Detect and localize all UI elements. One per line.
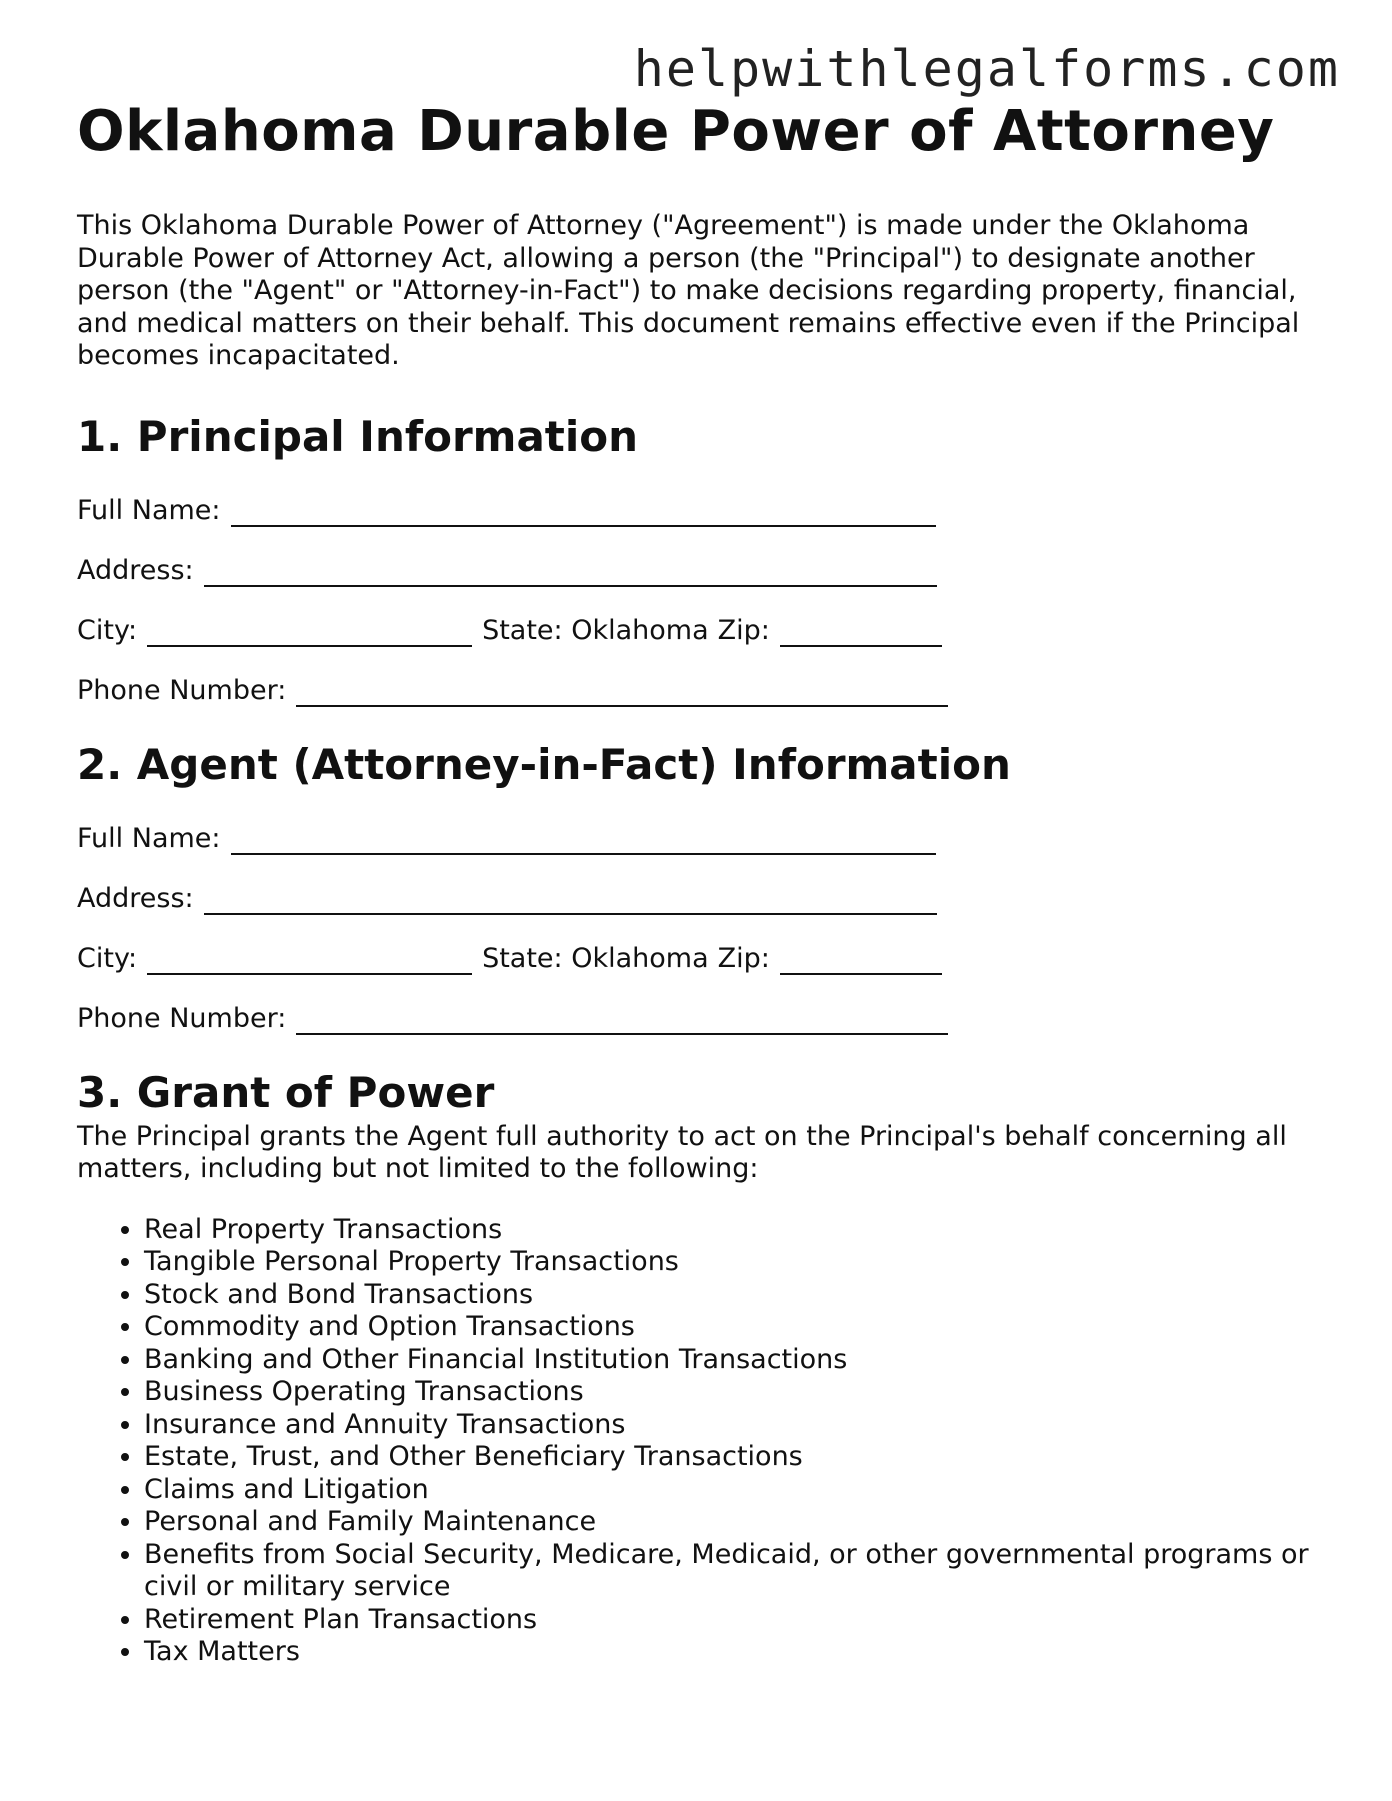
principal-full-name-row xyxy=(77,495,1327,527)
agent-zip-field[interactable] xyxy=(780,947,942,975)
principal-section-heading: 1. Principal Information xyxy=(77,411,639,461)
principal-zip-label: Zip: xyxy=(717,614,770,646)
list-item: • Retirement Plan Transactions xyxy=(144,1604,1327,1637)
agent-phone-row xyxy=(77,1003,1327,1035)
list-item: • Personal and Family Maintenance xyxy=(144,1506,1327,1539)
agent-phone-label: Phone Number: xyxy=(77,1002,287,1034)
principal-phone-field[interactable] xyxy=(296,679,948,707)
agent-fields xyxy=(77,823,1327,1035)
agent-address-row xyxy=(77,883,1327,915)
document-page xyxy=(77,94,1327,1669)
list-item: • Banking and Other Financial Institution Transactions xyxy=(144,1344,1327,1377)
site-watermark: helpwithlegalforms.com xyxy=(633,40,1340,98)
list-item: • Real Property Transactions xyxy=(144,1214,1327,1247)
agent-address-label: Address: xyxy=(77,882,194,914)
agent-city-field[interactable] xyxy=(147,947,472,975)
principal-city-label: City: xyxy=(77,614,138,646)
document-title: Oklahoma Durable Power of Attorney xyxy=(77,99,1275,164)
agent-city-row xyxy=(77,943,1327,975)
principal-phone-row xyxy=(77,675,1327,707)
list-item: • Business Operating Transactions xyxy=(144,1376,1327,1409)
principal-full-name-field[interactable] xyxy=(231,499,936,527)
principal-fields xyxy=(77,495,1327,707)
agent-address-field[interactable] xyxy=(204,887,937,915)
agent-phone-field[interactable] xyxy=(296,1007,948,1035)
list-item: • Insurance and Annuity Transactions xyxy=(144,1409,1327,1442)
grant-section-heading: 3. Grant of Power xyxy=(77,1067,495,1117)
agent-state-label: State: Oklahoma xyxy=(482,942,709,974)
grant-paragraph: The Principal grants the Agent full authority to act on the Principal's behalf concerning all matters, including but not limited to the following: xyxy=(77,1120,1287,1184)
principal-phone-label: Phone Number: xyxy=(77,674,287,706)
list-item: • Estate, Trust, and Other Beneficiary Transactions xyxy=(144,1441,1327,1474)
list-item: • Tax Matters xyxy=(144,1636,1327,1669)
principal-address-field[interactable] xyxy=(204,559,937,587)
agent-full-name-label: Full Name: xyxy=(77,822,221,854)
list-item: • Claims and Litigation xyxy=(144,1474,1327,1507)
agent-section-heading: 2. Agent (Attorney-in-Fact) Information xyxy=(77,739,1011,789)
list-item: • Tangible Personal Property Transactions xyxy=(144,1246,1327,1279)
principal-city-field[interactable] xyxy=(147,619,472,647)
principal-state-label: State: Oklahoma xyxy=(482,614,709,646)
powers-list xyxy=(77,1214,1327,1669)
principal-full-name-label: Full Name: xyxy=(77,494,221,526)
principal-zip-field[interactable] xyxy=(780,619,942,647)
agent-city-label: City: xyxy=(77,942,138,974)
principal-address-label: Address: xyxy=(77,554,194,586)
list-item: • Benefits from Social Security, Medicare, Medicaid, or other governmental programs or civil or military service xyxy=(144,1539,1327,1604)
intro-paragraph: This Oklahoma Durable Power of Attorney ("Agreement") is made under the Oklahoma Durable Power of Attorney Act, allowing a person (the "Principal") to designate another person (the "Agent" or "Attorney-in-Fact") to make decisions regarding property, financial, and medical matters on their behalf. This document remains effective even if the Principal becomes incapacitated. xyxy=(77,210,1300,371)
list-item: • Stock and Bond Transactions xyxy=(144,1279,1327,1312)
principal-address-row xyxy=(77,555,1327,587)
list-item: • Commodity and Option Transactions xyxy=(144,1311,1327,1344)
agent-full-name-field[interactable] xyxy=(231,827,936,855)
agent-full-name-row xyxy=(77,823,1327,855)
principal-city-row xyxy=(77,615,1327,647)
agent-zip-label: Zip: xyxy=(717,942,770,974)
